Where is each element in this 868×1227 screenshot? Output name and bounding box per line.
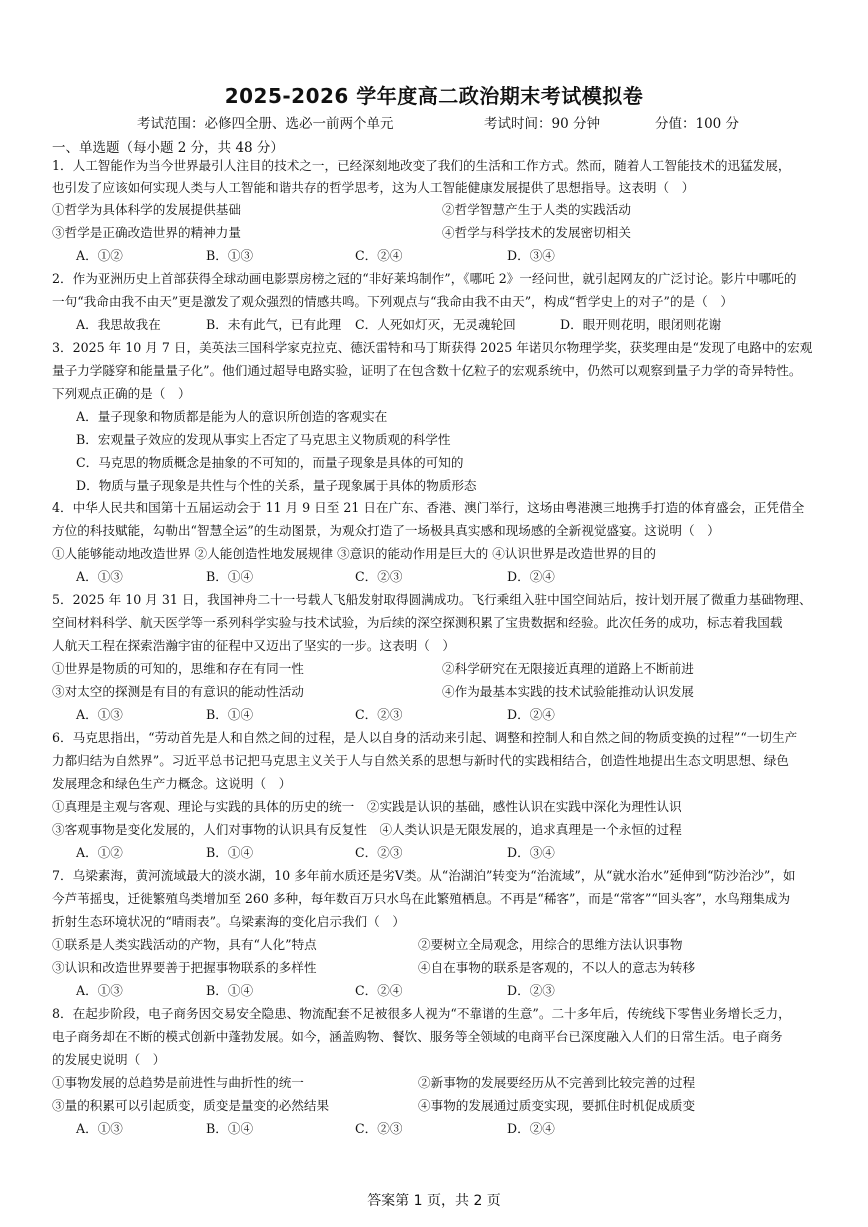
question-1-choice-a: A．①② <box>76 248 123 263</box>
question-8-option: ①事物发展的总趋势是前进性与曲折性的统一 <box>52 1075 304 1090</box>
question-1-option: ②哲学智慧产生于人类的实践活动 <box>442 202 631 217</box>
question-1-option: ①哲学为具体科学的发展提供基础 <box>52 202 241 217</box>
question-5-option: ①世界是物质的可知的，思维和存在有同一性 <box>52 661 304 676</box>
question-2-choice-d: D．眼开则花明，眼闭则花谢 <box>560 317 722 332</box>
question-1-choice-c: C．②④ <box>355 248 403 263</box>
question-4-options-line: ①人能够能动地改造世界 ②人能创造性地发展规律 ③意识的能动作用是巨大的 ④认识世界是改造世界的目的 <box>52 546 656 561</box>
question-5-stem-line: 5．2025 年 10 月 31 日，我国神舟二十一号载人飞船发射取得圆满成功。飞行乘组入驻中国空间站后，按计划开展了微重力基础物理、 <box>52 592 812 607</box>
question-2-choice-c: C．人死如灯灭，无灵魂轮回 <box>355 317 516 332</box>
question-1-option: ③哲学是正确改造世界的精神力量 <box>52 225 241 240</box>
question-5-choice-a: A．①③ <box>76 707 123 722</box>
question-8-stem-line: 电子商务却在不断的模式创新中蓬勃发展。如今，涵盖购物、餐饮、服务等全领域的电商平台已深度融入人们的日常生活。电子商务 <box>52 1029 783 1044</box>
question-5-stem-line: 空间材料科学、航天医学等一系列科学实验与技术试验，为后续的深空探测积累了宝贵数据和经验。此次任务的成功，标志着我国载 <box>52 615 783 630</box>
question-5-option: ②科学研究在无限接近真理的道路上不断前进 <box>442 661 694 676</box>
question-1-choice-b: B．①③ <box>206 248 254 263</box>
question-6-options-line: ③客观事物是变化发展的，人们对事物的认识具有反复性 ④人类认识是无限发展的，追求真理是一个永恒的过程 <box>52 822 682 837</box>
page-footer: 答案第 1 页，共 2 页 <box>367 1193 501 1209</box>
question-1-choice-d: D．③④ <box>507 248 555 263</box>
question-3-stem-line: 下列观点正确的是（ ） <box>52 386 191 401</box>
question-7-stem-line: 7．乌梁素海，黄河流域最大的淡水湖，10 多年前水质还是劣Ⅴ类。从“治湖泊”转变为“治流域”，从“就水治水”延伸到“防沙治沙”，如 <box>52 868 796 883</box>
question-7-option: ④自在事物的联系是客观的，不以人的意志为转移 <box>418 960 696 975</box>
question-8-option: ③量的积累可以引起质变，质变是量变的必然结果 <box>52 1098 330 1113</box>
question-3-stem-line: 3．2025 年 10 月 7 日，美英法三国科学家克拉克、德沃雷特和马丁斯获得 2025 年诺贝尔物理学奖，获奖理由是“发现了电路中的宏观 <box>52 340 813 355</box>
question-5-option: ④作为最基本实践的技术试验能推动认识发展 <box>442 684 694 699</box>
question-7-stem-line: 今芦苇摇曳，迁徙繁殖鸟类增加至 260 多种，每年数百万只水鸟在此繁殖栖息。不再是“稀客”，而是“常客”“回头客”，水鸟翔集成为 <box>52 891 791 906</box>
question-7-choice-b: B．①④ <box>206 983 254 998</box>
question-2-stem-line: 一句“我命由我不由天”更是激发了观众强烈的情感共鸣。下列观点与“我命由我不由天”，构成“哲学史上的对子”的是（ ） <box>52 294 733 309</box>
question-8-option: ②新事物的发展要经历从不完善到比较完善的过程 <box>418 1075 696 1090</box>
exam-scope: 考试范围：必修四全册、选必一前两个单元 <box>137 116 394 132</box>
section-heading: 一、单选题（每小题 2 分，共 48 分） <box>52 140 284 156</box>
question-3-choice-d: D．物质与量子现象是共性与个性的关系，量子现象属于具体的物质形态 <box>76 478 477 493</box>
question-5-choice-d: D．②④ <box>507 707 555 722</box>
question-6-choice-c: C．②③ <box>355 845 403 860</box>
exam-score: 分值：100 分 <box>655 116 740 132</box>
question-8-choice-d: D．②④ <box>507 1121 555 1136</box>
question-6-stem-line: 6．马克思指出，“劳动首先是人和自然之间的过程，是人以自身的活动来引起、调整和控制人和自然之间的物质变换的过程”“一切生产 <box>52 730 798 745</box>
question-6-options-line: ①真理是主观与客观、理论与实践的具体的历史的统一 ②实践是认识的基础，感性认识在实践中深化为理性认识 <box>52 799 682 814</box>
question-5-choice-b: B．①④ <box>206 707 254 722</box>
exam-time: 考试时间：90 分钟 <box>484 116 600 132</box>
question-4-choice-c: C．②③ <box>355 569 403 584</box>
question-4-choice-b: B．①④ <box>206 569 254 584</box>
question-8-option: ④事物的发展通过质变实现，要抓住时机促成质变 <box>418 1098 696 1113</box>
question-1-stem-line: 也引发了应该如何实现人类与人工智能和谐共存的哲学思考，这为人工智能健康发展提供了思想指导。这表明（ ） <box>52 180 695 195</box>
question-6-stem-line: 发展理念和绿色生产力概念。这说明（ ） <box>52 776 292 791</box>
question-7-choice-c: C．②④ <box>355 983 403 998</box>
question-7-stem-line: 折射生态环境状况的“晴雨表”。乌梁素海的变化启示我们（ ） <box>52 914 405 929</box>
question-7-choice-a: A．①③ <box>76 983 123 998</box>
question-7-choice-d: D．②③ <box>507 983 555 998</box>
question-3-stem-line: 量子力学隧穿和能量量子化”。他们通过超导电路实验，证明了在包含数十亿粒子的宏观系统中，仍然可以观察到量子力学的奇异特性。 <box>52 363 802 378</box>
question-8-choice-c: C．②③ <box>355 1121 403 1136</box>
question-8-choice-b: B．①④ <box>206 1121 254 1136</box>
question-4-stem-line: 方位的科技赋能，勾勒出“智慧全运”的生动图景，为观众打造了一场极具真实感和现场感的全新视觉盛宴。这说明（ ） <box>52 523 720 538</box>
question-2-choice-a: A．我思故我在 <box>76 317 161 332</box>
question-8-choice-a: A．①③ <box>76 1121 123 1136</box>
question-6-choice-b: B．①④ <box>206 845 254 860</box>
question-4-choice-d: D．②④ <box>507 569 555 584</box>
question-4-stem-line: 4．中华人民共和国第十五届运动会于 11 月 9 日至 21 日在广东、香港、澳门举行，这场由粤港澳三地携手打造的体育盛会，正凭借全 <box>52 500 805 515</box>
question-2-stem-line: 2．作为亚洲历史上首部获得全球动画电影票房榜之冠的“非好莱坞制作”，《哪吒 2》一经问世，就引起网友的广泛讨论。影片中哪吒的 <box>52 271 797 286</box>
question-3-choice-a: A．量子现象和物质都是能为人的意识所创造的客观实在 <box>76 409 388 424</box>
question-5-choice-c: C．②③ <box>355 707 403 722</box>
question-8-stem-line: 的发展史说明（ ） <box>52 1052 166 1067</box>
question-5-stem-line: 人航天工程在探索浩瀚宇宙的征程中又迈出了坚实的一步。这表明（ ） <box>52 638 455 653</box>
question-6-choice-a: A．①② <box>76 845 123 860</box>
question-1-stem-line: 1．人工智能作为当今世界最引人注目的技术之一，已经深刻地改变了我们的生活和工作方式。然而，随着人工智能技术的迅猛发展， <box>52 158 791 173</box>
question-7-option: ③认识和改造世界要善于把握事物联系的多样性 <box>52 960 317 975</box>
question-6-choice-d: D．③④ <box>507 845 555 860</box>
exam-title: 2025-2026 学年度高二政治期末考试模拟卷 <box>224 84 644 108</box>
question-7-option: ②要树立全局观念，用综合的思维方法认识事物 <box>418 937 683 952</box>
question-5-option: ③对太空的探测是有目的有意识的能动性活动 <box>52 684 304 699</box>
question-6-stem-line: 力都归结为自然界”。习近平总书记把马克思主义关于人与自然关系的思想与新时代的实践相结合，创造性地提出生态文明思想、绿色 <box>52 753 789 768</box>
question-3-choice-b: B．宏观量子效应的发现从事实上否定了马克思主义物质观的科学性 <box>76 432 451 447</box>
question-1-option: ④哲学与科学技术的发展密切相关 <box>442 225 631 240</box>
question-3-choice-c: C．马克思的物质概念是抽象的不可知的，而量子现象是具体的可知的 <box>76 455 464 470</box>
question-2-choice-b: B．未有此气，已有此理 <box>206 317 342 332</box>
question-8-stem-line: 8．在起步阶段，电子商务因交易安全隐患、物流配套不足被很多人视为“不靠谱的生意”。二十多年后，传统线下零售业务增长乏力， <box>52 1006 791 1021</box>
question-7-option: ①联系是人类实践活动的产物，具有“人化”特点 <box>52 937 317 952</box>
question-4-choice-a: A．①③ <box>76 569 123 584</box>
